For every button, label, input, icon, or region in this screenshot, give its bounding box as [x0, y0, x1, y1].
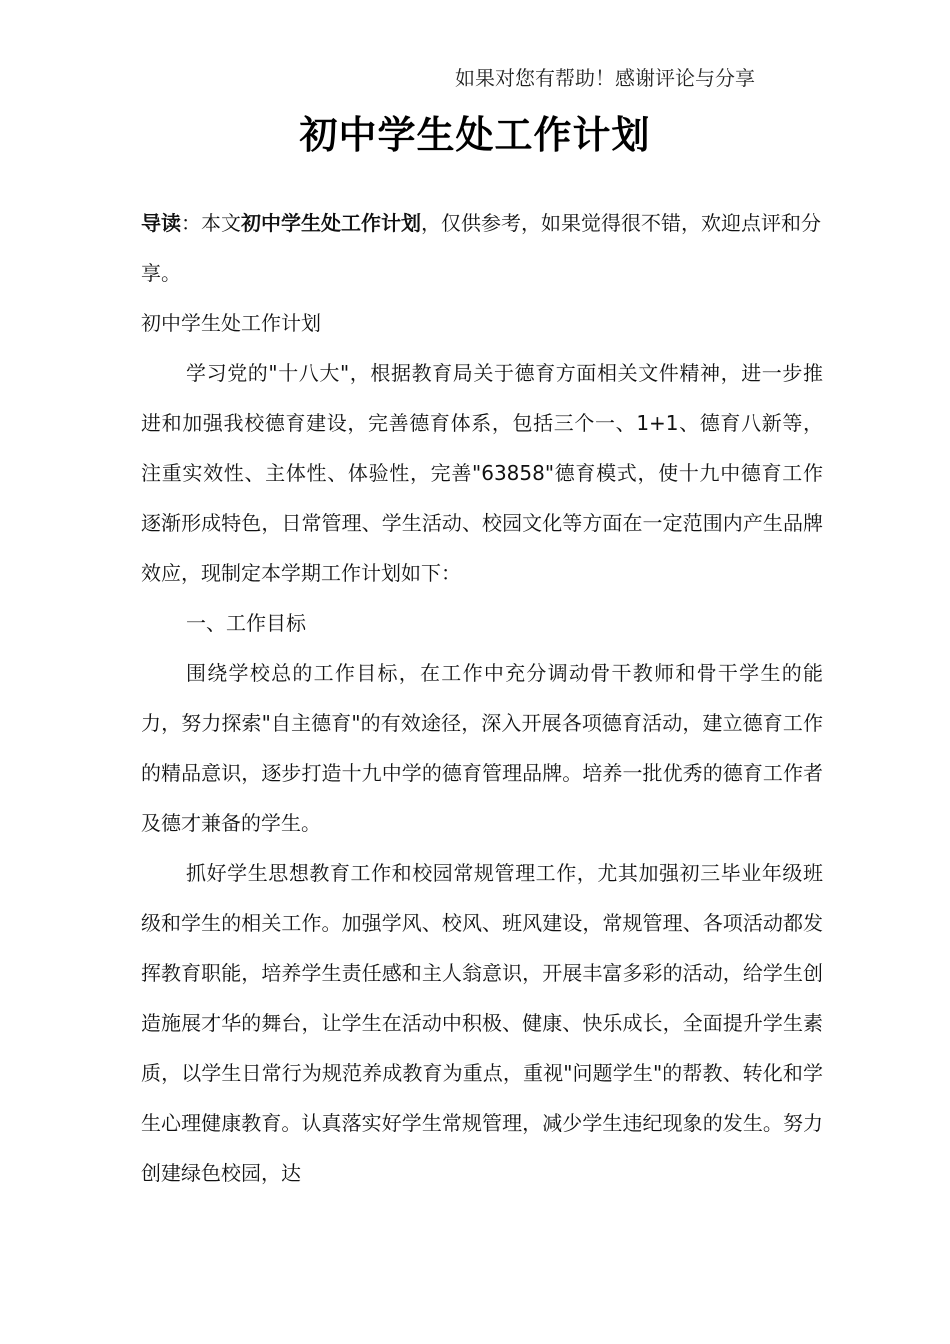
body-paragraph: 抓好学生思想教育工作和校园常规管理工作，尤其加强初三毕业年级班级和学生的相关工作。加强学风、校风、班风建设，常规管理、各项活动都发挥教育职能，培养学生责任感和主人翁意识，开展丰富多彩的活动，给学生创造施展才华的舞台，让学生在活动中积极、健康、快乐成长，全面提升学生素质，以学生日常行为规范养成教育为重点，重视"问题学生"的帮教、转化和学生心理健康教育。认真落实好学生常规管理，减少学生违纪现象的发生。努力创建绿色校园，达: [141, 861, 823, 1185]
section-heading: 一、工作目标: [186, 611, 306, 635]
intro-doc-name: 初中学生处工作计划: [241, 211, 421, 235]
document-body: [141, 348, 823, 1198]
intro-label: 导读: [141, 211, 181, 235]
intro-paragraph: [141, 198, 823, 298]
section-title: 初中学生处工作计划: [141, 311, 321, 335]
body-paragraph: 围绕学校总的工作目标，在工作中充分调动骨干教师和骨干学生的能力，努力探索"自主德育"的有效途径，深入开展各项德育活动，建立德育工作的精品意识，逐步打造十九中学的德育管理品牌。培养一批优秀的德育工作者及德才兼备的学生。: [141, 661, 823, 835]
header-note: 如果对您有帮助！感谢评论与分享: [455, 66, 755, 90]
intro-colon: ：: [181, 211, 201, 235]
body-paragraph: 学习党的"十八大"，根据教育局关于德育方面相关文件精神，进一步推进和加强我校德育建设，完善德育体系，包括三个一、1+1、德育八新等，注重实效性、主体性、体验性，完善"63858"德育模式，使十九中德育工作逐渐形成特色，日常管理、学生活动、校园文化等方面在一定范围内产生品牌效应，现制定本学期工作计划如下：: [141, 361, 823, 585]
intro-prefix: 本文: [201, 211, 241, 235]
document-title: 初中学生处工作计划: [299, 113, 651, 157]
intro-suffix: ，仅供参考，如果觉得很不错，欢迎点评和分享。: [141, 211, 821, 285]
